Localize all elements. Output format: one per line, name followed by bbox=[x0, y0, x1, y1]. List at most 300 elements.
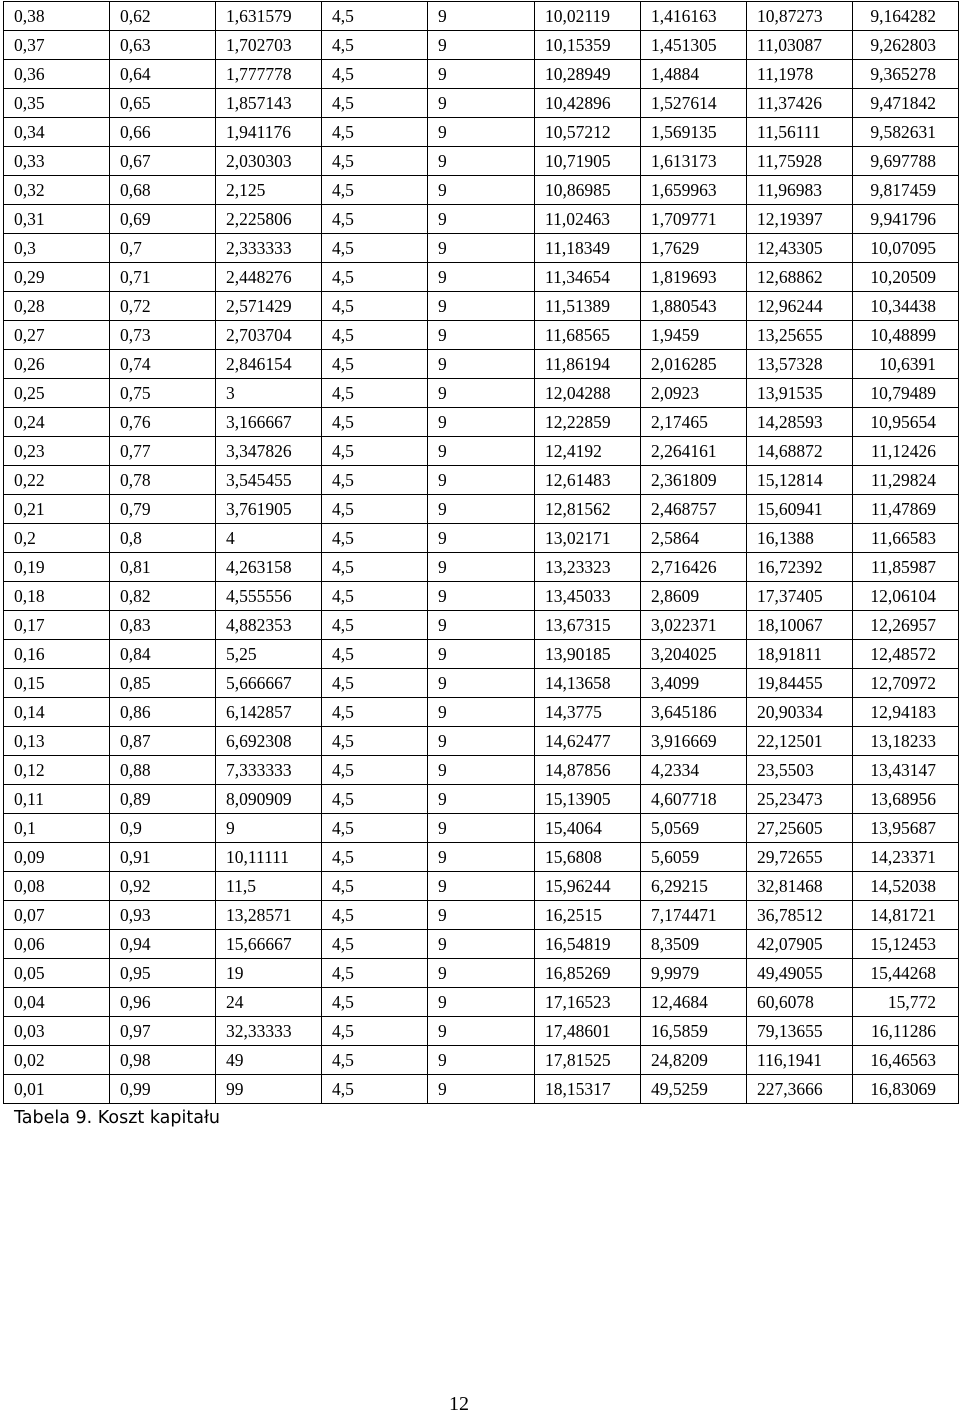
table-cell: 12,96244 bbox=[747, 292, 853, 321]
table-cell: 0,11 bbox=[4, 785, 110, 814]
table-cell: 79,13655 bbox=[747, 1017, 853, 1046]
table-cell: 2,8609 bbox=[641, 582, 747, 611]
table-cell: 0,09 bbox=[4, 843, 110, 872]
table-row bbox=[4, 321, 959, 350]
table-cell: 19 bbox=[216, 959, 322, 988]
table-row bbox=[4, 205, 959, 234]
table-row bbox=[4, 408, 959, 437]
table-cell: 9 bbox=[428, 698, 535, 727]
table-cell: 5,25 bbox=[216, 640, 322, 669]
table-cell: 116,1941 bbox=[747, 1046, 853, 1075]
table-cell: 9 bbox=[428, 89, 535, 118]
table-cell: 12,48572 bbox=[853, 640, 959, 669]
table-cell: 0,63 bbox=[110, 31, 216, 60]
table-cell: 2,716426 bbox=[641, 553, 747, 582]
table-cell: 13,25655 bbox=[747, 321, 853, 350]
table-cell: 5,6059 bbox=[641, 843, 747, 872]
table-cell: 0,66 bbox=[110, 118, 216, 147]
table-cell: 6,29215 bbox=[641, 872, 747, 901]
table-cell: 10,15359 bbox=[535, 31, 641, 60]
table-cell: 8,3509 bbox=[641, 930, 747, 959]
table-cell: 2,125 bbox=[216, 176, 322, 205]
table-cell: 2,016285 bbox=[641, 350, 747, 379]
table-cell: 0,33 bbox=[4, 147, 110, 176]
table-row bbox=[4, 640, 959, 669]
table-cell: 1,451305 bbox=[641, 31, 747, 60]
table-cell: 9 bbox=[428, 727, 535, 756]
table-cell: 9 bbox=[428, 611, 535, 640]
table-cell: 5,0569 bbox=[641, 814, 747, 843]
table-cell: 14,81721 bbox=[853, 901, 959, 930]
table-cell: 9,9979 bbox=[641, 959, 747, 988]
table-cell: 9 bbox=[428, 756, 535, 785]
table-row bbox=[4, 350, 959, 379]
table-cell: 0,89 bbox=[110, 785, 216, 814]
table-cell: 0,22 bbox=[4, 466, 110, 495]
table-cell: 0,67 bbox=[110, 147, 216, 176]
table-cell: 2,264161 bbox=[641, 437, 747, 466]
table-cell: 0,13 bbox=[4, 727, 110, 756]
table-cell: 8,090909 bbox=[216, 785, 322, 814]
table-cell: 0,83 bbox=[110, 611, 216, 640]
table-cell: 11,47869 bbox=[853, 495, 959, 524]
table-cell: 7,333333 bbox=[216, 756, 322, 785]
table-cell: 9 bbox=[428, 872, 535, 901]
table-cell: 11,68565 bbox=[535, 321, 641, 350]
table-cell: 0,78 bbox=[110, 466, 216, 495]
table-cell: 2,5864 bbox=[641, 524, 747, 553]
table-cell: 0,04 bbox=[4, 988, 110, 1017]
table-body bbox=[4, 2, 959, 1104]
table-cell: 13,23323 bbox=[535, 553, 641, 582]
table-cell: 7,174471 bbox=[641, 901, 747, 930]
table-cell: 12,94183 bbox=[853, 698, 959, 727]
table-cell: 16,54819 bbox=[535, 930, 641, 959]
table-cell: 6,142857 bbox=[216, 698, 322, 727]
table-cell: 0,81 bbox=[110, 553, 216, 582]
table-cell: 0,14 bbox=[4, 698, 110, 727]
table-cell: 15,12453 bbox=[853, 930, 959, 959]
table-cell: 0,31 bbox=[4, 205, 110, 234]
table-cell: 14,62477 bbox=[535, 727, 641, 756]
table-cell: 10,87273 bbox=[747, 2, 853, 31]
table-cell: 13,57328 bbox=[747, 350, 853, 379]
table-cell: 4,5 bbox=[322, 495, 428, 524]
table-cell: 0,72 bbox=[110, 292, 216, 321]
table-cell: 0,08 bbox=[4, 872, 110, 901]
table-cell: 9 bbox=[428, 814, 535, 843]
table-cell: 99 bbox=[216, 1075, 322, 1104]
table-cell: 2,703704 bbox=[216, 321, 322, 350]
table-row bbox=[4, 669, 959, 698]
table-cell: 15,6808 bbox=[535, 843, 641, 872]
table-cell: 11,18349 bbox=[535, 234, 641, 263]
table-cell: 4,5 bbox=[322, 321, 428, 350]
table-cell: 0,38 bbox=[4, 2, 110, 31]
table-cell: 0,98 bbox=[110, 1046, 216, 1075]
table-row bbox=[4, 698, 959, 727]
table-cell: 4,5 bbox=[322, 147, 428, 176]
table-cell: 13,68956 bbox=[853, 785, 959, 814]
table-cell: 4,5 bbox=[322, 901, 428, 930]
table-cell: 0,7 bbox=[110, 234, 216, 263]
table-cell: 4,5 bbox=[322, 31, 428, 60]
table-cell: 9,697788 bbox=[853, 147, 959, 176]
table-cell: 0,82 bbox=[110, 582, 216, 611]
table-cell: 27,25605 bbox=[747, 814, 853, 843]
table-cell: 24 bbox=[216, 988, 322, 1017]
table-cell: 6,692308 bbox=[216, 727, 322, 756]
table-cell: 9,471842 bbox=[853, 89, 959, 118]
table-cell: 32,81468 bbox=[747, 872, 853, 901]
table-cell: 9 bbox=[428, 147, 535, 176]
table-cell: 15,60941 bbox=[747, 495, 853, 524]
table-cell: 0,26 bbox=[4, 350, 110, 379]
table-cell: 36,78512 bbox=[747, 901, 853, 930]
table-cell: 4,5 bbox=[322, 727, 428, 756]
table-cell: 0,05 bbox=[4, 959, 110, 988]
table-cell: 1,631579 bbox=[216, 2, 322, 31]
table-cell: 1,709771 bbox=[641, 205, 747, 234]
table-cell: 49,5259 bbox=[641, 1075, 747, 1104]
table-cell: 0,02 bbox=[4, 1046, 110, 1075]
table-cell: 9 bbox=[428, 1046, 535, 1075]
table-cell: 9 bbox=[428, 321, 535, 350]
table-cell: 9 bbox=[428, 408, 535, 437]
table-cell: 15,772 bbox=[853, 988, 959, 1017]
table-cell: 22,12501 bbox=[747, 727, 853, 756]
table-cell: 0,17 bbox=[4, 611, 110, 640]
table-cell: 4,5 bbox=[322, 524, 428, 553]
table-cell: 13,18233 bbox=[853, 727, 959, 756]
table-cell: 14,23371 bbox=[853, 843, 959, 872]
table-cell: 4,5 bbox=[322, 843, 428, 872]
table-cell: 11,66583 bbox=[853, 524, 959, 553]
table-cell: 0,29 bbox=[4, 263, 110, 292]
table-cell: 0,03 bbox=[4, 1017, 110, 1046]
table-cell: 0,95 bbox=[110, 959, 216, 988]
table-cell: 13,28571 bbox=[216, 901, 322, 930]
table-cell: 9 bbox=[428, 901, 535, 930]
table-cell: 12,26957 bbox=[853, 611, 959, 640]
table-cell: 10,71905 bbox=[535, 147, 641, 176]
table-row bbox=[4, 1046, 959, 1075]
table-cell: 0,36 bbox=[4, 60, 110, 89]
table-cell: 0,27 bbox=[4, 321, 110, 350]
table-cell: 16,11286 bbox=[853, 1017, 959, 1046]
table-cell: 4,5 bbox=[322, 89, 428, 118]
table-cell: 11,1978 bbox=[747, 60, 853, 89]
table-cell: 10,28949 bbox=[535, 60, 641, 89]
table-cell: 9 bbox=[428, 263, 535, 292]
table-cell: 2,030303 bbox=[216, 147, 322, 176]
table-cell: 4,5 bbox=[322, 959, 428, 988]
table-cell: 12,81562 bbox=[535, 495, 641, 524]
table-cell: 9 bbox=[428, 785, 535, 814]
table-cell: 0,92 bbox=[110, 872, 216, 901]
table-cell: 10,02119 bbox=[535, 2, 641, 31]
table-cell: 4,5 bbox=[322, 466, 428, 495]
table-cell: 4,5 bbox=[322, 1075, 428, 1104]
table-cell: 9 bbox=[216, 814, 322, 843]
table-cell: 1,416163 bbox=[641, 2, 747, 31]
table-cell: 0,24 bbox=[4, 408, 110, 437]
table-row bbox=[4, 466, 959, 495]
table-cell: 0,28 bbox=[4, 292, 110, 321]
table-cell: 4,5 bbox=[322, 1046, 428, 1075]
table-cell: 15,4064 bbox=[535, 814, 641, 843]
table-cell: 1,941176 bbox=[216, 118, 322, 147]
table-cell: 10,79489 bbox=[853, 379, 959, 408]
table-cell: 11,96983 bbox=[747, 176, 853, 205]
table-cell: 2,225806 bbox=[216, 205, 322, 234]
table-cell: 4,5 bbox=[322, 582, 428, 611]
table-cell: 9 bbox=[428, 379, 535, 408]
table-cell: 12,43305 bbox=[747, 234, 853, 263]
table-cell: 9 bbox=[428, 234, 535, 263]
table-cell: 1,702703 bbox=[216, 31, 322, 60]
table-row bbox=[4, 756, 959, 785]
table-row bbox=[4, 495, 959, 524]
table-cell: 9 bbox=[428, 988, 535, 1017]
table-row bbox=[4, 1075, 959, 1104]
table-cell: 9 bbox=[428, 118, 535, 147]
table-cell: 0,21 bbox=[4, 495, 110, 524]
table-cell: 4,555556 bbox=[216, 582, 322, 611]
table-cell: 9,262803 bbox=[853, 31, 959, 60]
table-cell: 3,204025 bbox=[641, 640, 747, 669]
table-cell: 2,448276 bbox=[216, 263, 322, 292]
table-cell: 11,37426 bbox=[747, 89, 853, 118]
table-cell: 9 bbox=[428, 60, 535, 89]
table-cell: 4,5 bbox=[322, 2, 428, 31]
table-cell: 3,761905 bbox=[216, 495, 322, 524]
table-cell: 0,94 bbox=[110, 930, 216, 959]
table-cell: 13,02171 bbox=[535, 524, 641, 553]
table-row bbox=[4, 843, 959, 872]
table-cell: 0,76 bbox=[110, 408, 216, 437]
table-cell: 0,74 bbox=[110, 350, 216, 379]
table-row bbox=[4, 785, 959, 814]
table-cell: 12,22859 bbox=[535, 408, 641, 437]
table-cell: 0,32 bbox=[4, 176, 110, 205]
table-cell: 4,5 bbox=[322, 437, 428, 466]
table-cell: 12,06104 bbox=[853, 582, 959, 611]
table-cell: 0,69 bbox=[110, 205, 216, 234]
table-cell: 14,13658 bbox=[535, 669, 641, 698]
table-cell: 4,263158 bbox=[216, 553, 322, 582]
table-cell: 1,777778 bbox=[216, 60, 322, 89]
table-cell: 14,3775 bbox=[535, 698, 641, 727]
table-row bbox=[4, 147, 959, 176]
table-cell: 9 bbox=[428, 959, 535, 988]
table-row bbox=[4, 60, 959, 89]
table-cell: 9 bbox=[428, 1075, 535, 1104]
table-cell: 1,9459 bbox=[641, 321, 747, 350]
table-cell: 16,5859 bbox=[641, 1017, 747, 1046]
table-cell: 9,582631 bbox=[853, 118, 959, 147]
table-cell: 4,5 bbox=[322, 263, 428, 292]
table-cell: 9 bbox=[428, 176, 535, 205]
table-cell: 4,5 bbox=[322, 698, 428, 727]
table-cell: 0,79 bbox=[110, 495, 216, 524]
table-cell: 4,5 bbox=[322, 785, 428, 814]
table-cell: 4,5 bbox=[322, 408, 428, 437]
table-cell: 12,61483 bbox=[535, 466, 641, 495]
table-row bbox=[4, 31, 959, 60]
table-cell: 0,87 bbox=[110, 727, 216, 756]
table-row bbox=[4, 582, 959, 611]
table-cell: 4,5 bbox=[322, 553, 428, 582]
table-cell: 4,5 bbox=[322, 1017, 428, 1046]
table-row bbox=[4, 872, 959, 901]
table-cell: 3,022371 bbox=[641, 611, 747, 640]
table-cell: 0,96 bbox=[110, 988, 216, 1017]
table-cell: 24,8209 bbox=[641, 1046, 747, 1075]
table-row bbox=[4, 2, 959, 31]
table-cell: 0,73 bbox=[110, 321, 216, 350]
table-cell: 16,72392 bbox=[747, 553, 853, 582]
table-cell: 10,95654 bbox=[853, 408, 959, 437]
table-cell: 19,84455 bbox=[747, 669, 853, 698]
table-cell: 0,65 bbox=[110, 89, 216, 118]
table-cell: 12,70972 bbox=[853, 669, 959, 698]
table-row bbox=[4, 234, 959, 263]
table-cell: 14,28593 bbox=[747, 408, 853, 437]
table-cell: 2,468757 bbox=[641, 495, 747, 524]
table-cell: 10,86985 bbox=[535, 176, 641, 205]
table-cell: 9 bbox=[428, 582, 535, 611]
table-row bbox=[4, 118, 959, 147]
table-cell: 9 bbox=[428, 350, 535, 379]
table-cell: 14,52038 bbox=[853, 872, 959, 901]
table-cell: 9 bbox=[428, 205, 535, 234]
table-cell: 9,817459 bbox=[853, 176, 959, 205]
table-cell: 0,15 bbox=[4, 669, 110, 698]
table-cell: 4,5 bbox=[322, 60, 428, 89]
table-cell: 15,66667 bbox=[216, 930, 322, 959]
table-cell: 0,25 bbox=[4, 379, 110, 408]
table-cell: 11,85987 bbox=[853, 553, 959, 582]
table-cell: 0,18 bbox=[4, 582, 110, 611]
table-cell: 9 bbox=[428, 31, 535, 60]
table-cell: 29,72655 bbox=[747, 843, 853, 872]
table-cell: 9,164282 bbox=[853, 2, 959, 31]
table-cell: 13,95687 bbox=[853, 814, 959, 843]
table-cell: 9 bbox=[428, 669, 535, 698]
table-cell: 14,68872 bbox=[747, 437, 853, 466]
table-cell: 23,5503 bbox=[747, 756, 853, 785]
table-row bbox=[4, 959, 959, 988]
table-cell: 9 bbox=[428, 930, 535, 959]
table-cell: 9 bbox=[428, 292, 535, 321]
table-cell: 10,42896 bbox=[535, 89, 641, 118]
table-cell: 3,545455 bbox=[216, 466, 322, 495]
table-cell: 1,819693 bbox=[641, 263, 747, 292]
table-cell: 2,846154 bbox=[216, 350, 322, 379]
table-cell: 9 bbox=[428, 524, 535, 553]
table-cell: 1,7629 bbox=[641, 234, 747, 263]
table-cell: 60,6078 bbox=[747, 988, 853, 1017]
table-cell: 4,5 bbox=[322, 176, 428, 205]
table-row bbox=[4, 379, 959, 408]
table-cell: 4,607718 bbox=[641, 785, 747, 814]
table-cell: 49,49055 bbox=[747, 959, 853, 988]
table-cell: 2,571429 bbox=[216, 292, 322, 321]
table-cell: 1,4884 bbox=[641, 60, 747, 89]
table-row bbox=[4, 553, 959, 582]
table-cell: 42,07905 bbox=[747, 930, 853, 959]
table-cell: 10,6391 bbox=[853, 350, 959, 379]
table-cell: 25,23473 bbox=[747, 785, 853, 814]
table-cell: 49 bbox=[216, 1046, 322, 1075]
table-cell: 0,34 bbox=[4, 118, 110, 147]
table-cell: 11,75928 bbox=[747, 147, 853, 176]
table-cell: 11,86194 bbox=[535, 350, 641, 379]
table-cell: 0,75 bbox=[110, 379, 216, 408]
table-cell: 16,83069 bbox=[853, 1075, 959, 1104]
table-cell: 9,365278 bbox=[853, 60, 959, 89]
table-cell: 4,2334 bbox=[641, 756, 747, 785]
table-cell: 2,361809 bbox=[641, 466, 747, 495]
page-number: 12 bbox=[449, 1393, 469, 1415]
table-cell: 0,01 bbox=[4, 1075, 110, 1104]
table-cell: 9 bbox=[428, 553, 535, 582]
table-cell: 12,68862 bbox=[747, 263, 853, 292]
table-cell: 16,1388 bbox=[747, 524, 853, 553]
table-cell: 0,19 bbox=[4, 553, 110, 582]
table-cell: 4,5 bbox=[322, 379, 428, 408]
table-cell: 15,13905 bbox=[535, 785, 641, 814]
table-cell: 0,9 bbox=[110, 814, 216, 843]
table-row bbox=[4, 89, 959, 118]
table-cell: 18,10067 bbox=[747, 611, 853, 640]
table-row bbox=[4, 292, 959, 321]
table-row bbox=[4, 901, 959, 930]
table-cell: 4,5 bbox=[322, 611, 428, 640]
table-cell: 10,07095 bbox=[853, 234, 959, 263]
table-cell: 2,0923 bbox=[641, 379, 747, 408]
table-cell: 1,857143 bbox=[216, 89, 322, 118]
table-cell: 11,12426 bbox=[853, 437, 959, 466]
table-cell: 0,91 bbox=[110, 843, 216, 872]
table-cell: 4 bbox=[216, 524, 322, 553]
table-cell: 0,68 bbox=[110, 176, 216, 205]
table-cell: 17,16523 bbox=[535, 988, 641, 1017]
table-cell: 20,90334 bbox=[747, 698, 853, 727]
table-cell: 3,347826 bbox=[216, 437, 322, 466]
table-cell: 11,29824 bbox=[853, 466, 959, 495]
table-cell: 15,96244 bbox=[535, 872, 641, 901]
table-cell: 5,666667 bbox=[216, 669, 322, 698]
table-cell: 17,37405 bbox=[747, 582, 853, 611]
table-cell: 3 bbox=[216, 379, 322, 408]
table-cell: 0,88 bbox=[110, 756, 216, 785]
table-cell: 0,06 bbox=[4, 930, 110, 959]
table-cell: 0,97 bbox=[110, 1017, 216, 1046]
table-cell: 11,03087 bbox=[747, 31, 853, 60]
table-cell: 0,16 bbox=[4, 640, 110, 669]
table-cell: 0,3 bbox=[4, 234, 110, 263]
table-cell: 3,916669 bbox=[641, 727, 747, 756]
table-cell: 0,64 bbox=[110, 60, 216, 89]
table-row bbox=[4, 930, 959, 959]
table-cell: 1,880543 bbox=[641, 292, 747, 321]
table-cell: 4,5 bbox=[322, 205, 428, 234]
table-cell: 0,35 bbox=[4, 89, 110, 118]
table-cell: 0,93 bbox=[110, 901, 216, 930]
table-cell: 13,91535 bbox=[747, 379, 853, 408]
